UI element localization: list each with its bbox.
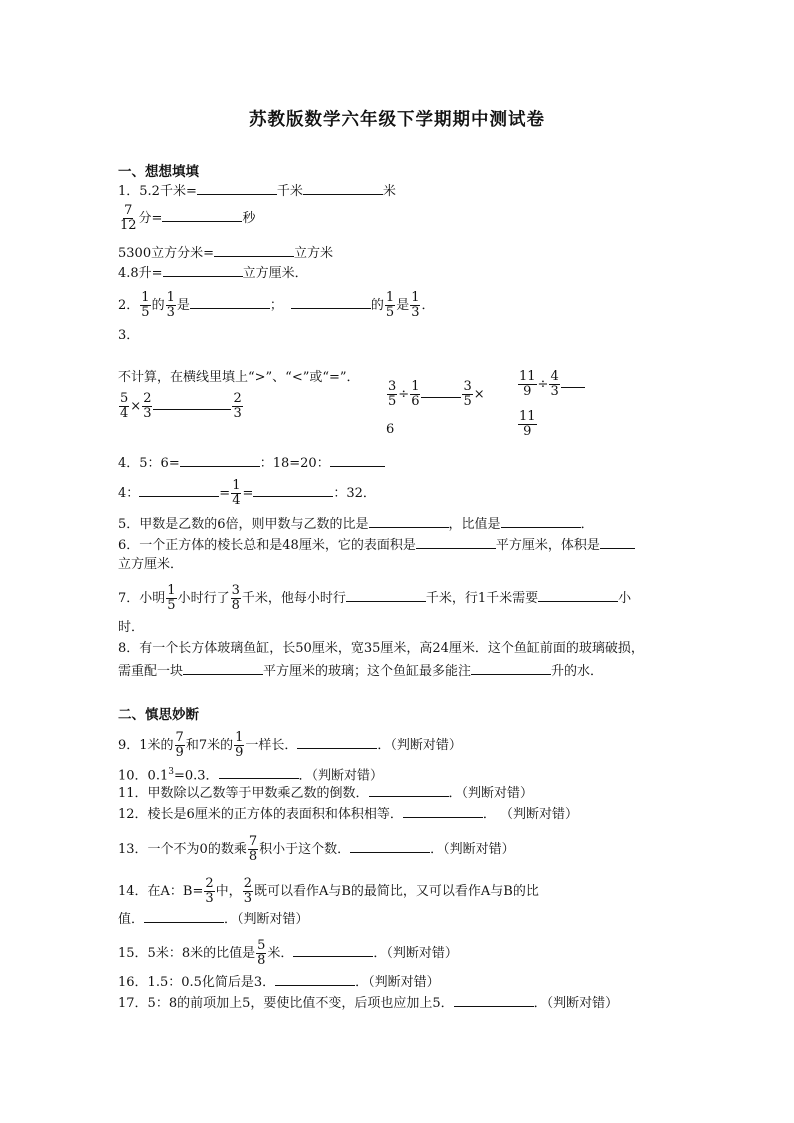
question-text: 13．一个不为0的数乘	[118, 842, 247, 857]
question-6b: 立方厘米．	[118, 557, 184, 572]
answer-blank[interactable]	[369, 783, 449, 797]
fraction-denominator: 3	[411, 305, 420, 320]
fraction-denominator: 5	[167, 598, 176, 613]
question-text: 12．棱长是6厘米的正方体的表面积和体积相等．	[118, 807, 403, 822]
answer-blank[interactable]	[139, 483, 219, 497]
fraction	[518, 370, 537, 399]
question-text: 7．小明	[118, 591, 166, 606]
fraction-denominator: 8	[248, 849, 258, 864]
question-text: 1．5.2千米=	[118, 184, 197, 199]
answer-blank[interactable]	[163, 263, 243, 277]
question-text: ．（判断对错）	[298, 768, 384, 784]
fraction-denominator: 3	[166, 305, 175, 320]
question-text: ．（判断对错）	[355, 975, 440, 990]
question-text: ．	[421, 298, 435, 313]
question-text: 千米	[276, 184, 303, 199]
answer-blank[interactable]	[346, 588, 426, 602]
fraction-denominator: 9	[235, 745, 244, 760]
fraction-numerator: 1	[232, 478, 241, 493]
question-text: ×	[130, 399, 142, 414]
question-text: ；	[269, 298, 283, 313]
fraction-denominator: 3	[143, 406, 152, 421]
fraction-numerator: 3	[463, 379, 472, 394]
fraction	[232, 392, 242, 421]
fraction-denominator: 4	[120, 406, 129, 421]
question-text: 和7米的	[185, 738, 234, 753]
fraction-denominator: 8	[231, 598, 240, 613]
question-14b	[118, 909, 309, 929]
fraction	[387, 380, 397, 409]
question-text: 米．	[267, 946, 294, 961]
question-3-instruction: 不计算，在横线里填上“>”、“<”或“=”．	[118, 370, 360, 385]
fraction-numerator: 11	[519, 369, 536, 384]
question-text: 4.8升=	[118, 266, 163, 281]
question-text: 既可以看作A与B的最简比，又可以看作A与B的比	[253, 884, 539, 899]
fraction-numerator: 2	[143, 391, 152, 406]
question-text: ．（判断对错）	[533, 996, 619, 1011]
question-text: 16．1.5：0.5化简后是3．	[118, 975, 276, 990]
fraction-denominator: 6	[411, 394, 420, 409]
answer-blank[interactable]	[275, 972, 355, 986]
question-text: ． （判断对错）	[482, 807, 578, 822]
answer-blank[interactable]	[369, 514, 449, 528]
answer-blank[interactable]	[454, 993, 534, 1007]
question-1c	[118, 243, 333, 263]
fraction-numerator: 1	[235, 730, 244, 745]
question-2	[118, 291, 435, 320]
fraction-numerator: 5	[120, 391, 129, 406]
question-text: 2．	[118, 298, 140, 313]
fraction-numerator: 3	[388, 379, 397, 394]
question-text: ．（判断对错）	[430, 842, 515, 857]
question-text: 5300立方分米=	[118, 246, 214, 261]
fraction-denominator: 5	[385, 305, 395, 320]
fraction	[243, 877, 253, 906]
fraction-numerator: 1	[167, 583, 176, 598]
question-text: ÷	[537, 377, 549, 392]
question-text: 升的水．	[551, 664, 604, 679]
answer-blank[interactable]	[600, 535, 635, 549]
question-text: ．（判断对错）	[377, 738, 462, 753]
answer-blank[interactable]	[219, 765, 299, 779]
answer-blank[interactable]	[416, 535, 496, 549]
question-text: 千米，行1千米需要	[425, 591, 539, 606]
fraction-denominator: 3	[550, 384, 559, 399]
question-15	[118, 939, 458, 968]
question-text: ，比值是	[448, 517, 501, 532]
fraction-numerator: 7	[248, 834, 258, 849]
question-text: 是	[176, 298, 190, 313]
question-text: 4：	[118, 486, 140, 501]
fraction-numerator: 2	[205, 876, 214, 891]
question-text: 小	[618, 591, 632, 606]
answer-blank[interactable]	[291, 295, 371, 309]
question-text: 15．5米：8米的比值是	[118, 946, 256, 961]
question-8: 8．有一个长方体玻璃鱼缸，长50厘米，宽35厘米，高24厘米．这个鱼缸前面的玻璃破损，	[118, 641, 644, 656]
fraction	[234, 731, 244, 760]
fraction-numerator: 7	[124, 203, 133, 218]
fraction-denominator: 9	[523, 424, 532, 439]
fraction	[385, 291, 395, 320]
fraction	[231, 479, 241, 508]
fraction-denominator: 3	[243, 891, 252, 906]
answer-blank[interactable]	[144, 909, 224, 923]
answer-blank[interactable]	[421, 384, 461, 398]
question-text: 值．	[118, 912, 145, 927]
fraction-denominator: 5	[463, 394, 472, 409]
question-text: ×	[473, 387, 485, 402]
question-text: 17．5：8的前项加上5，要使比值不变，后项也应加上5．	[118, 996, 454, 1011]
question-1b	[118, 204, 255, 233]
fraction-denominator: 12	[120, 218, 137, 233]
question-text: ：18=20：	[259, 456, 330, 471]
fraction-numerator: 7	[175, 730, 184, 745]
fraction-numerator: 1	[141, 290, 150, 305]
question-12	[118, 804, 578, 824]
answer-blank[interactable]	[180, 453, 260, 467]
answer-blank[interactable]	[297, 735, 377, 749]
question-text: 分=	[138, 211, 163, 226]
question-7b: 时．	[118, 620, 145, 635]
fraction	[166, 291, 176, 320]
fraction-denominator: 9	[175, 745, 184, 760]
question-text: 平方厘米，体积是	[495, 538, 600, 553]
question-text: ÷	[398, 387, 410, 402]
fraction	[518, 410, 537, 439]
question-4	[118, 453, 385, 473]
fraction	[410, 291, 420, 320]
question-text: 5．甲数是乙数的6倍，则甲数与乙数的比是	[118, 517, 369, 532]
question-text: 3	[168, 767, 174, 777]
section-heading-2: 二、慎思妙断	[118, 707, 199, 723]
answer-blank[interactable]	[501, 514, 581, 528]
question-text: 9．1米的	[118, 738, 174, 753]
question-1	[118, 181, 396, 201]
answer-blank[interactable]	[538, 588, 618, 602]
fraction	[248, 835, 258, 864]
question-text: ．（判断对错）	[224, 912, 309, 927]
question-text: 6．一个正方体的棱长总和是48厘米，它的表面积是	[118, 538, 416, 553]
question-text: 的	[370, 298, 384, 313]
answer-blank[interactable]	[293, 943, 373, 957]
fraction-numerator: 4	[550, 369, 559, 384]
question-text: =	[219, 486, 231, 501]
question-8b	[118, 661, 603, 681]
question-3-number: 3．	[118, 328, 140, 343]
answer-blank[interactable]	[471, 661, 551, 675]
question-text: 14．在A：B=	[118, 884, 204, 899]
fraction-numerator: 2	[233, 391, 242, 406]
question-14	[118, 877, 539, 906]
page-title: 苏教版数学六年级下学期期中测试卷	[249, 110, 545, 130]
question-11	[118, 783, 533, 803]
question-text: 的	[151, 298, 165, 313]
answer-blank[interactable]	[190, 295, 270, 309]
fraction-numerator: 5	[257, 938, 266, 953]
fraction-denominator: 5	[388, 394, 397, 409]
answer-blank[interactable]	[183, 661, 263, 675]
fraction-denominator: 9	[523, 384, 532, 399]
section-heading-1: 一、想想填填	[118, 164, 199, 180]
compare-expression-3-right	[517, 410, 538, 439]
compare-expression-3	[517, 370, 585, 399]
compare-expression-2-tail: 6	[386, 422, 395, 437]
fraction-denominator: 5	[141, 305, 150, 320]
question-text: 10．0.1	[118, 768, 169, 784]
question-text: 11．甲数除以乙数等于甲数乘乙数的倒数．	[118, 786, 369, 801]
question-text: =	[242, 486, 254, 501]
question-text: ．	[580, 517, 594, 532]
question-5	[118, 514, 594, 534]
answer-blank[interactable]	[153, 396, 231, 410]
answer-blank[interactable]	[350, 839, 430, 853]
fraction	[142, 392, 152, 421]
question-1d	[118, 263, 308, 283]
fraction	[410, 380, 420, 409]
question-text: ：32．	[333, 486, 376, 501]
fraction-numerator: 1	[385, 290, 395, 305]
question-text: 立方米	[293, 246, 333, 261]
question-text: =0.3．	[173, 768, 219, 784]
fraction	[462, 380, 472, 409]
fraction	[119, 204, 138, 233]
fraction	[204, 877, 214, 906]
fraction	[231, 584, 241, 613]
fraction-numerator: 1	[411, 290, 420, 305]
question-16	[118, 972, 440, 992]
answer-blank[interactable]	[403, 804, 483, 818]
question-text: 米	[382, 184, 396, 199]
fraction-denominator: 4	[232, 493, 241, 508]
fraction	[140, 291, 150, 320]
question-text: 千米，他每小时行	[241, 591, 346, 606]
question-10	[118, 763, 383, 785]
fraction	[119, 392, 129, 421]
question-text: 秒	[242, 211, 256, 226]
fraction-denominator: 3	[233, 406, 242, 421]
answer-blank[interactable]	[253, 483, 333, 497]
question-text: 小时行了	[177, 591, 230, 606]
fraction	[175, 731, 185, 760]
fraction	[549, 370, 559, 399]
fraction	[256, 939, 266, 968]
fraction	[166, 584, 176, 613]
question-text: 中，	[215, 884, 242, 899]
question-text: 立方厘米．	[242, 266, 308, 281]
answer-blank[interactable]	[303, 181, 383, 195]
question-7	[118, 584, 631, 613]
fraction-numerator: 1	[166, 290, 175, 305]
question-text: 一样长．	[245, 738, 298, 753]
question-9	[118, 731, 462, 760]
question-text: 4．5：6=	[118, 456, 180, 471]
compare-expression-2	[386, 380, 485, 409]
question-13	[118, 835, 515, 864]
question-text: 积小于这个数．	[259, 842, 351, 857]
question-text: 是	[396, 298, 410, 313]
fraction-numerator: 2	[243, 876, 252, 891]
question-17	[118, 993, 618, 1013]
question-6	[118, 535, 635, 555]
compare-expression-1	[118, 392, 244, 421]
fraction-denominator: 3	[205, 891, 214, 906]
question-4b	[118, 479, 376, 508]
question-text: ．（判断对错）	[448, 786, 534, 801]
fraction-numerator: 1	[411, 379, 420, 394]
question-text: 平方厘米的玻璃；这个鱼缸最多能注	[263, 664, 472, 679]
answer-blank[interactable]	[330, 453, 385, 467]
question-text: 需重配一块	[118, 664, 184, 679]
answer-blank[interactable]	[197, 181, 277, 195]
fraction-numerator: 3	[231, 583, 240, 598]
fraction-denominator: 8	[257, 953, 266, 968]
answer-blank[interactable]	[214, 243, 294, 257]
answer-blank[interactable]	[561, 374, 585, 388]
answer-blank[interactable]	[162, 208, 242, 222]
fraction-numerator: 11	[519, 409, 536, 424]
question-text: ．（判断对错）	[373, 946, 458, 961]
